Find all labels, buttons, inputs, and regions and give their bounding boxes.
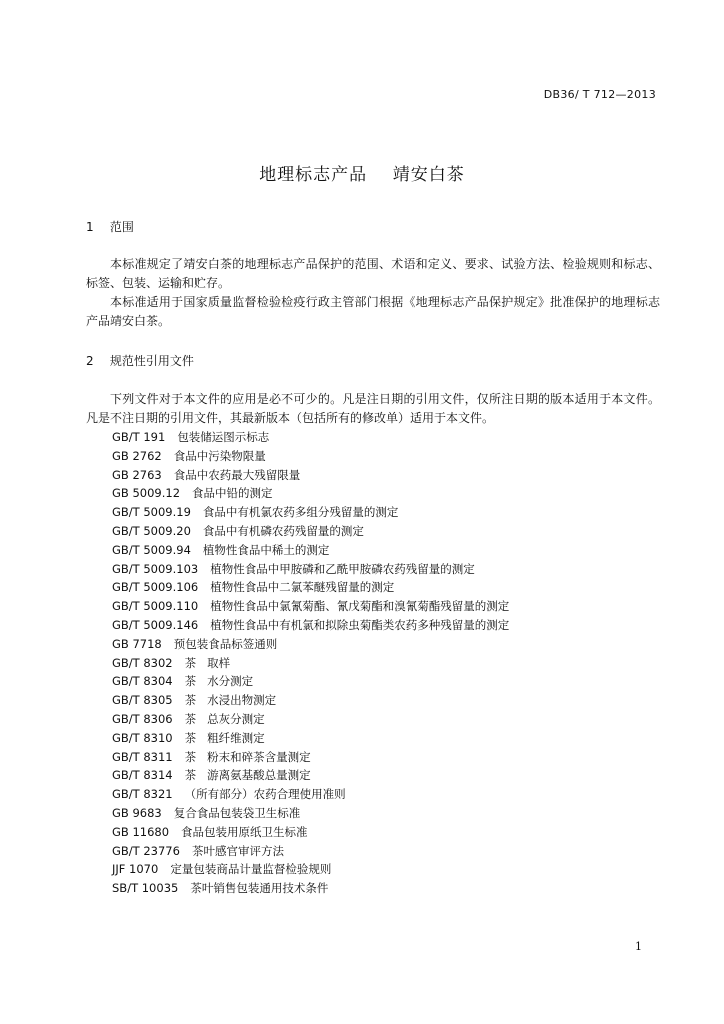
reference-title: 食品中有机氯农药多组分残留量的测定 bbox=[202, 505, 399, 520]
reference-code: GB/T 8310 bbox=[112, 730, 173, 745]
reference-item bbox=[112, 447, 509, 466]
reference-code: GB 2762 bbox=[112, 448, 162, 463]
reference-code: GB/T 8321 bbox=[112, 787, 173, 802]
reference-code: GB/T 8302 bbox=[112, 655, 173, 670]
page-number: 1 bbox=[635, 940, 642, 953]
reference-item bbox=[112, 560, 509, 579]
reference-item bbox=[112, 879, 509, 898]
reference-item bbox=[112, 522, 509, 541]
reference-item bbox=[112, 804, 509, 823]
reference-code: GB/T 5009.103 bbox=[112, 561, 199, 576]
reference-title: 茶 水分测定 bbox=[184, 674, 254, 689]
reference-code: GB 7718 bbox=[112, 636, 162, 651]
reference-code: GB 5009.12 bbox=[112, 486, 181, 501]
section-title: 规范性引用文件 bbox=[109, 354, 194, 368]
reference-code: GB/T 5009.110 bbox=[112, 599, 199, 614]
reference-item bbox=[112, 635, 509, 654]
reference-item bbox=[112, 578, 509, 597]
reference-item bbox=[112, 484, 509, 503]
section-number: 1 bbox=[86, 220, 94, 234]
section-2-heading bbox=[86, 352, 194, 369]
reference-title: 复合食品包装袋卫生标准 bbox=[173, 805, 301, 820]
reference-title: 植物性食品中稀土的测定 bbox=[202, 542, 330, 557]
reference-item bbox=[112, 541, 509, 560]
reference-title: 茶叶销售包装通用技术条件 bbox=[190, 881, 329, 896]
reference-item bbox=[112, 729, 509, 748]
reference-code: GB/T 5009.20 bbox=[112, 523, 191, 538]
reference-item bbox=[112, 710, 509, 729]
reference-item bbox=[112, 654, 509, 673]
reference-code: GB/T 8314 bbox=[112, 768, 173, 783]
reference-code: JJF 1070 bbox=[112, 862, 159, 877]
reference-item bbox=[112, 428, 509, 447]
reference-item bbox=[112, 597, 509, 616]
reference-title: 茶 取样 bbox=[184, 655, 231, 670]
reference-title: （所有部分）农药合理使用准则 bbox=[184, 787, 346, 802]
reference-code: GB/T 5009.19 bbox=[112, 505, 191, 520]
reference-code: GB/T 5009.146 bbox=[112, 617, 199, 632]
section-1-heading bbox=[86, 218, 134, 235]
reference-title: 茶 粗纤维测定 bbox=[184, 730, 265, 745]
reference-code: GB/T 5009.94 bbox=[112, 542, 191, 557]
section-2-paragraph-1: 下列文件对于本文件的应用是必不可少的。凡是注日期的引用文件，仅所注日期的版本适用于本文件。凡是不注日期的引用文件，其最新版本（包括所有的修改单）适用于本文件。 bbox=[86, 392, 660, 425]
reference-title: 预包装食品标签通则 bbox=[173, 636, 278, 651]
reference-code: GB 9683 bbox=[112, 805, 162, 820]
reference-code: GB/T 23776 bbox=[112, 843, 180, 858]
reference-title: 定量包装商品计量监督检验规则 bbox=[170, 862, 332, 877]
reference-item bbox=[112, 466, 509, 485]
reference-title: 食品包装用原纸卫生标准 bbox=[181, 824, 308, 839]
section-1-paragraph-1: 本标准规定了靖安白茶的地理标志产品保护的范围、术语和定义、要求、试验方法、检验规则和标志、标签、包装、运输和贮存。 bbox=[86, 257, 660, 290]
reference-item bbox=[112, 823, 509, 842]
document-title: 地理标志产品 靖安白茶 bbox=[259, 165, 465, 185]
reference-title: 食品中有机磷农药残留量的测定 bbox=[202, 523, 364, 538]
reference-title: 食品中污染物限量 bbox=[173, 448, 266, 463]
section-1-paragraph-2: 本标准适用于国家质量监督检验检疫行政主管部门根据《地理标志产品保护规定》批准保护的地理标志产品靖安白茶。 bbox=[86, 295, 660, 328]
reference-item bbox=[112, 691, 509, 710]
standard-number: DB36/ T 712—2013 bbox=[543, 88, 656, 101]
reference-code: GB/T 8311 bbox=[112, 749, 173, 764]
reference-code: GB 11680 bbox=[112, 824, 170, 839]
reference-item bbox=[112, 785, 509, 804]
reference-item bbox=[112, 766, 509, 785]
reference-title: 茶 粉末和碎茶含量测定 bbox=[184, 749, 311, 764]
reference-code: GB 2763 bbox=[112, 467, 162, 482]
reference-code: GB/T 8304 bbox=[112, 674, 173, 689]
reference-title: 植物性食品中氯氰菊酯、氰戊菊酯和溴氰菊酯残留量的测定 bbox=[210, 599, 510, 614]
section-title: 范围 bbox=[109, 220, 134, 234]
reference-title: 茶 总灰分测定 bbox=[184, 711, 265, 726]
reference-item bbox=[112, 503, 509, 522]
reference-code: GB/T 8306 bbox=[112, 711, 173, 726]
reference-title: 包装储运图示标志 bbox=[177, 430, 270, 444]
reference-item bbox=[112, 616, 509, 635]
reference-code: GB/T 5009.106 bbox=[112, 580, 199, 595]
reference-title: 茶 水浸出物测定 bbox=[184, 693, 277, 708]
reference-title: 食品中农药最大残留限量 bbox=[173, 467, 301, 482]
reference-title: 食品中铅的测定 bbox=[192, 486, 273, 501]
reference-title: 植物性食品中二氯苯醚残留量的测定 bbox=[210, 580, 395, 595]
reference-code: GB/T 8305 bbox=[112, 693, 173, 708]
reference-title: 茶 游离氨基酸总量测定 bbox=[184, 768, 311, 783]
reference-code: GB/T 191 bbox=[112, 430, 166, 444]
normative-references-list bbox=[112, 428, 509, 898]
section-number: 2 bbox=[86, 354, 94, 368]
reference-item bbox=[112, 860, 509, 879]
reference-item bbox=[112, 672, 509, 691]
reference-code: SB/T 10035 bbox=[112, 881, 179, 896]
reference-item bbox=[112, 842, 509, 861]
reference-title: 植物性食品中有机氯和拟除虫菊酯类农药多种残留量的测定 bbox=[210, 617, 510, 632]
reference-title: 茶叶感官审评方法 bbox=[191, 843, 284, 858]
reference-item bbox=[112, 748, 509, 767]
reference-title: 植物性食品中甲胺磷和乙酰甲胺磷农药残留量的测定 bbox=[210, 561, 475, 576]
